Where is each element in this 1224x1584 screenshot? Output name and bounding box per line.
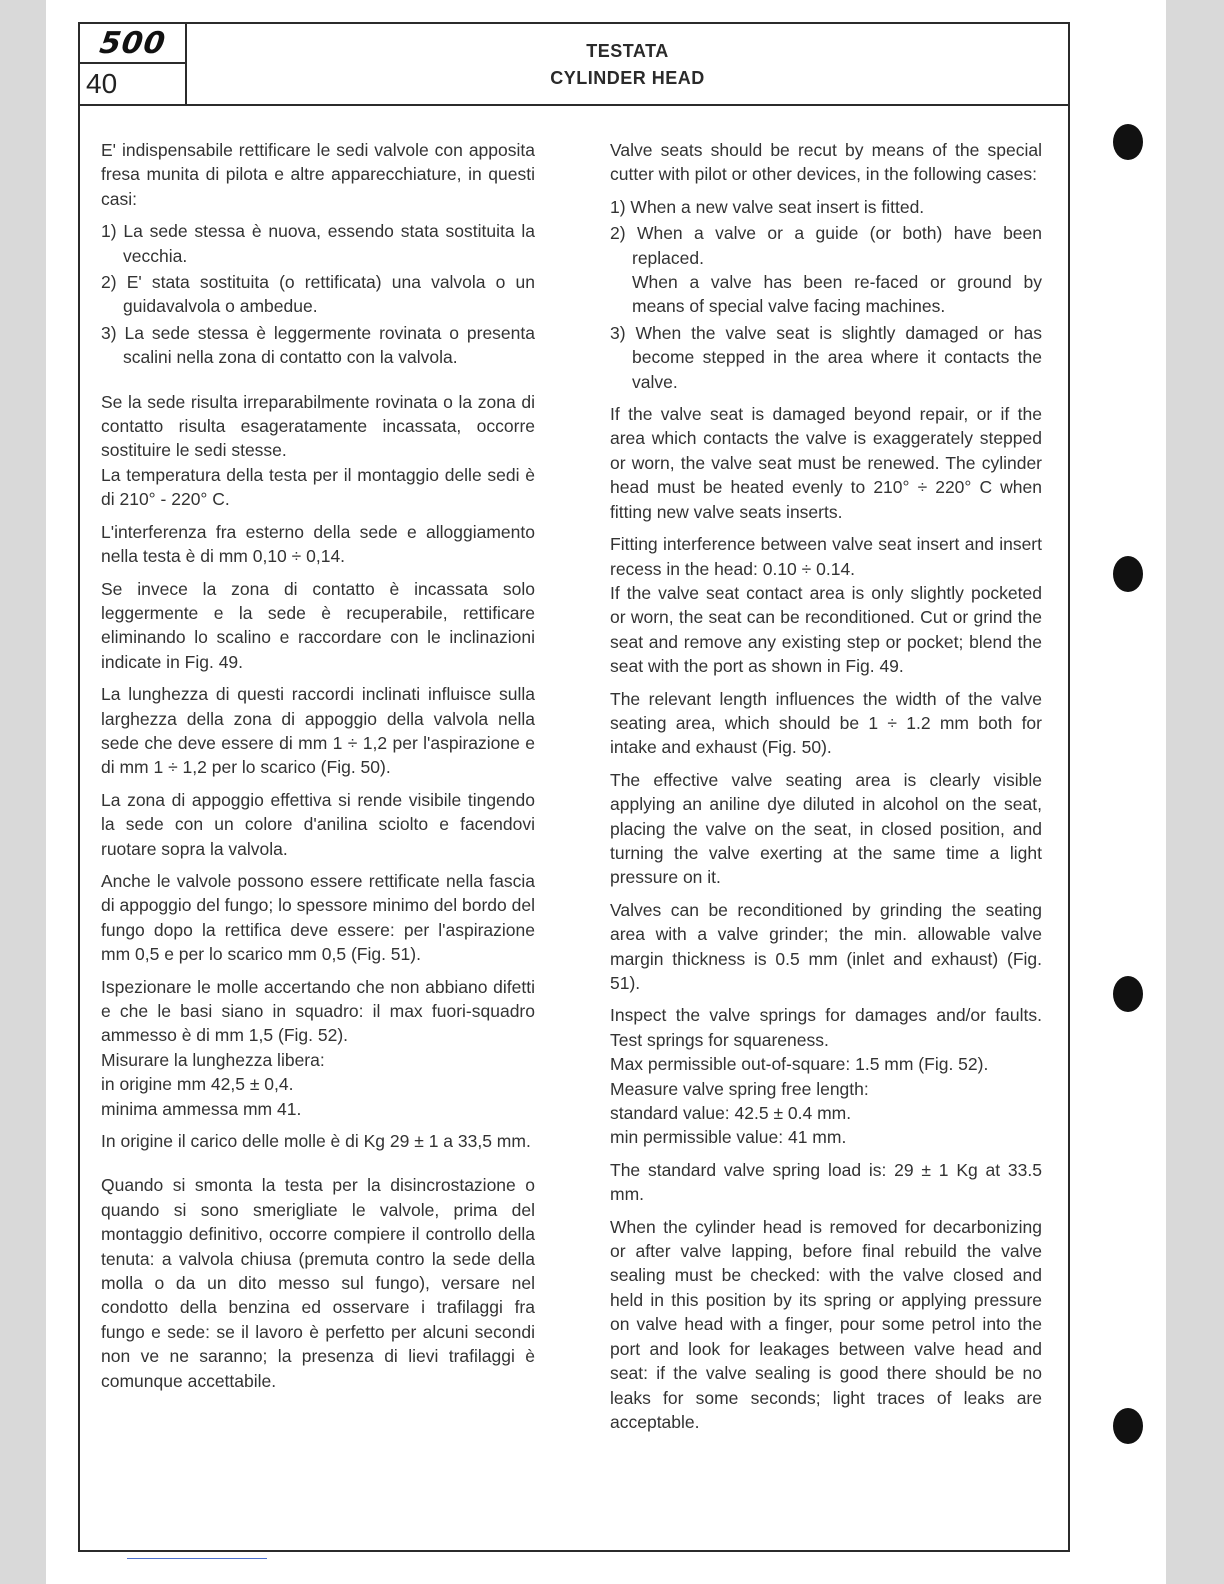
it-paragraph: in origine mm 42,5 ± 0,4.: [101, 1074, 294, 1095]
en-paragraph: The effective valve seating area is clearly visible applying an aniline dye diluted in alcohol on the seat, placing the valve on the seat, in closed position, and turning the valve exerting at the same time a light pressure on it.: [610, 769, 1042, 888]
en-case-1: 1) When a new valve seat insert is fitted.: [610, 196, 925, 217]
page-header: [80, 24, 1068, 106]
logo-box: [80, 24, 187, 64]
binder-hole: [1113, 1408, 1143, 1444]
it-case-3: 3) La sede stessa è leggermente rovinata o presenta scalini nella zona di contatto con la valvola.: [101, 322, 535, 368]
en-paragraph: If the valve seat is damaged beyond repair, or if the area which contacts the valve is exaggerately stepped or worn, the valve seat must be renewed. The cylinder head must be heated evenly to 210° ÷ 220° C when fitting new valve seats inserts.: [610, 404, 1042, 522]
english-column: [610, 138, 1042, 1442]
footer-rule: [127, 1558, 267, 1559]
title-italian: TESTATA: [586, 41, 669, 61]
en-paragraph: When the cylinder head is removed for decarbonizing or after valve lapping, before final rebuild the valve sealing must be checked: with the valve closed and held in this position by its spring or applying pressure on valve head with a finger, pour some petrol into the port and look for leakages between valve head and seat: if the valve sealing is good there should be no leaks for some seconds; light traces of leaks are acceptable.: [610, 1216, 1042, 1432]
en-intro: Valve seats should be recut by means of the special cutter with pilot or other devices, in the following cases:: [610, 140, 1042, 185]
it-cases-list: [101, 219, 535, 369]
page-number: 40: [80, 64, 187, 104]
en-case-3: 3) When the valve seat is slightly damaged or has become stepped in the area where it contacts the valve.: [610, 322, 1042, 392]
it-paragraph: L'interferenza fra esterno della sede e alloggiamento nella testa è di mm 0,10 ÷ 0,14.: [101, 521, 535, 567]
it-paragraph: La zona di appoggio effettiva si rende visibile tingendo la sede con un colore d'anilina sciolto e facendovi ruotare sopra la valvola.: [101, 789, 535, 859]
en-paragraph: min permissible value: 41 mm.: [610, 1127, 847, 1148]
fiat-500-logo: 500: [97, 25, 168, 61]
en-paragraph: Measure valve spring free length:: [610, 1078, 869, 1099]
it-paragraph: In origine il carico delle molle è di Kg 29 ± 1 a 33,5 mm.: [101, 1131, 531, 1152]
en-case-2-text: 2) When a valve or a guide (or both) have been replaced.: [610, 223, 1042, 268]
italian-column: [101, 138, 535, 1401]
it-paragraph: Ispezionare le molle accertando che non abbiano difetti e che le basi siano in squadro: il max fuori-squadro ammesso è di mm 1,5 (Fig. 52).: [101, 976, 535, 1046]
en-paragraph: standard value: 42.5 ± 0.4 mm.: [610, 1103, 852, 1124]
it-intro: E' indispensabile rettificare le sedi valvole con apposita fresa munita di pilota e altre apparecchiature, in questi casi:: [101, 140, 535, 209]
it-paragraph: Quando si smonta la testa per la disincrostazione o quando si sono smerigliate le valvole, prima del montaggio definitivo, occorre compiere il controllo della tenuta: a valvola chiusa (premuta contro la sede della molla o da un dito messo sul fungo), versare nel condotto della benzina ed osservare i trafilaggi fra fungo e sede: se il lavoro è perfetto per alcuni secondi non ve ne saranno; la presenza di lievi trafilaggi è comunque accettabile.: [101, 1175, 535, 1391]
en-case-2: [610, 221, 1042, 319]
en-paragraph: The standard valve spring load is: 29 ± 1 Kg at 33.5 mm.: [610, 1159, 1042, 1205]
it-paragraph: minima ammessa mm 41.: [101, 1098, 302, 1119]
it-case-1: 1) La sede stessa è nuova, essendo stata sostituita la vecchia.: [101, 221, 535, 266]
it-paragraph: Se la sede risulta irreparabilmente rovinata o la zona di contatto risulta esageratamente incassata, occorre sostituire le sedi stesse.: [101, 391, 535, 461]
it-case-2: 2) E' stata sostituita (o rettificata) una valvola o un guidavalvola o ambedue.: [101, 272, 535, 317]
it-paragraph: La lunghezza di questi raccordi inclinati influisce sulla larghezza della zona di appoggio della valvola nella sede che deve essere di mm 1 ÷ 1,2 per l'aspirazione e di mm 1 ÷ 1,2 per lo scarico (Fig. 50).: [101, 684, 535, 778]
it-paragraph: Anche le valvole possono essere rettificate nella fascia di appoggio del fungo; lo spessore minimo del bordo del fungo dopo la rettifica deve essere: per l'aspirazione mm 0,5 e per lo scarico mm 0,5 (Fig. 51).: [101, 870, 535, 965]
en-cases-list: [610, 195, 1042, 394]
en-paragraph: Fitting interference between valve seat insert and insert recess in the head: 0.10 ÷ 0.14.: [610, 534, 1042, 579]
it-paragraph: Misurare la lunghezza libera:: [101, 1049, 325, 1070]
en-paragraph: Inspect the valve springs for damages and/or faults. Test springs for squareness.: [610, 1005, 1042, 1050]
it-paragraph: La temperatura della testa per il montaggio delle sedi è di 210° - 220° C.: [101, 464, 535, 510]
en-paragraph: Valves can be reconditioned by grinding the seating area with a valve grinder; the min. allowable valve margin thickness is 0.5 mm (inlet and exhaust) (Fig. 51).: [610, 899, 1042, 993]
section-titles: [187, 38, 1068, 92]
binder-hole: [1113, 976, 1143, 1012]
binder-hole: [1113, 556, 1143, 592]
binder-hole: [1113, 124, 1143, 160]
it-paragraph: Se invece la zona di contatto è incassata solo leggermente e la sede è recuperabile, rettificare eliminando lo scalino e raccordare con le inclinazioni indicate in Fig. 49.: [101, 578, 535, 672]
en-case-2-extra: When a valve has been re-faced or ground by means of special valve facing machines.: [632, 272, 1042, 317]
title-english: CYLINDER HEAD: [550, 68, 705, 88]
en-paragraph: The relevant length influences the width of the valve seating area, which should be 1 ÷ 1.2 mm both for intake and exhaust (Fig. 50).: [610, 688, 1042, 758]
en-paragraph: Max permissible out-of-square: 1.5 mm (Fig. 52).: [610, 1054, 989, 1075]
en-paragraph: If the valve seat contact area is only slightly pocketed or worn, the seat can be reconditioned. Cut or grind the seat and remove any existing step or pocket; blend the seat with the port as shown in Fig. 49.: [610, 582, 1042, 677]
